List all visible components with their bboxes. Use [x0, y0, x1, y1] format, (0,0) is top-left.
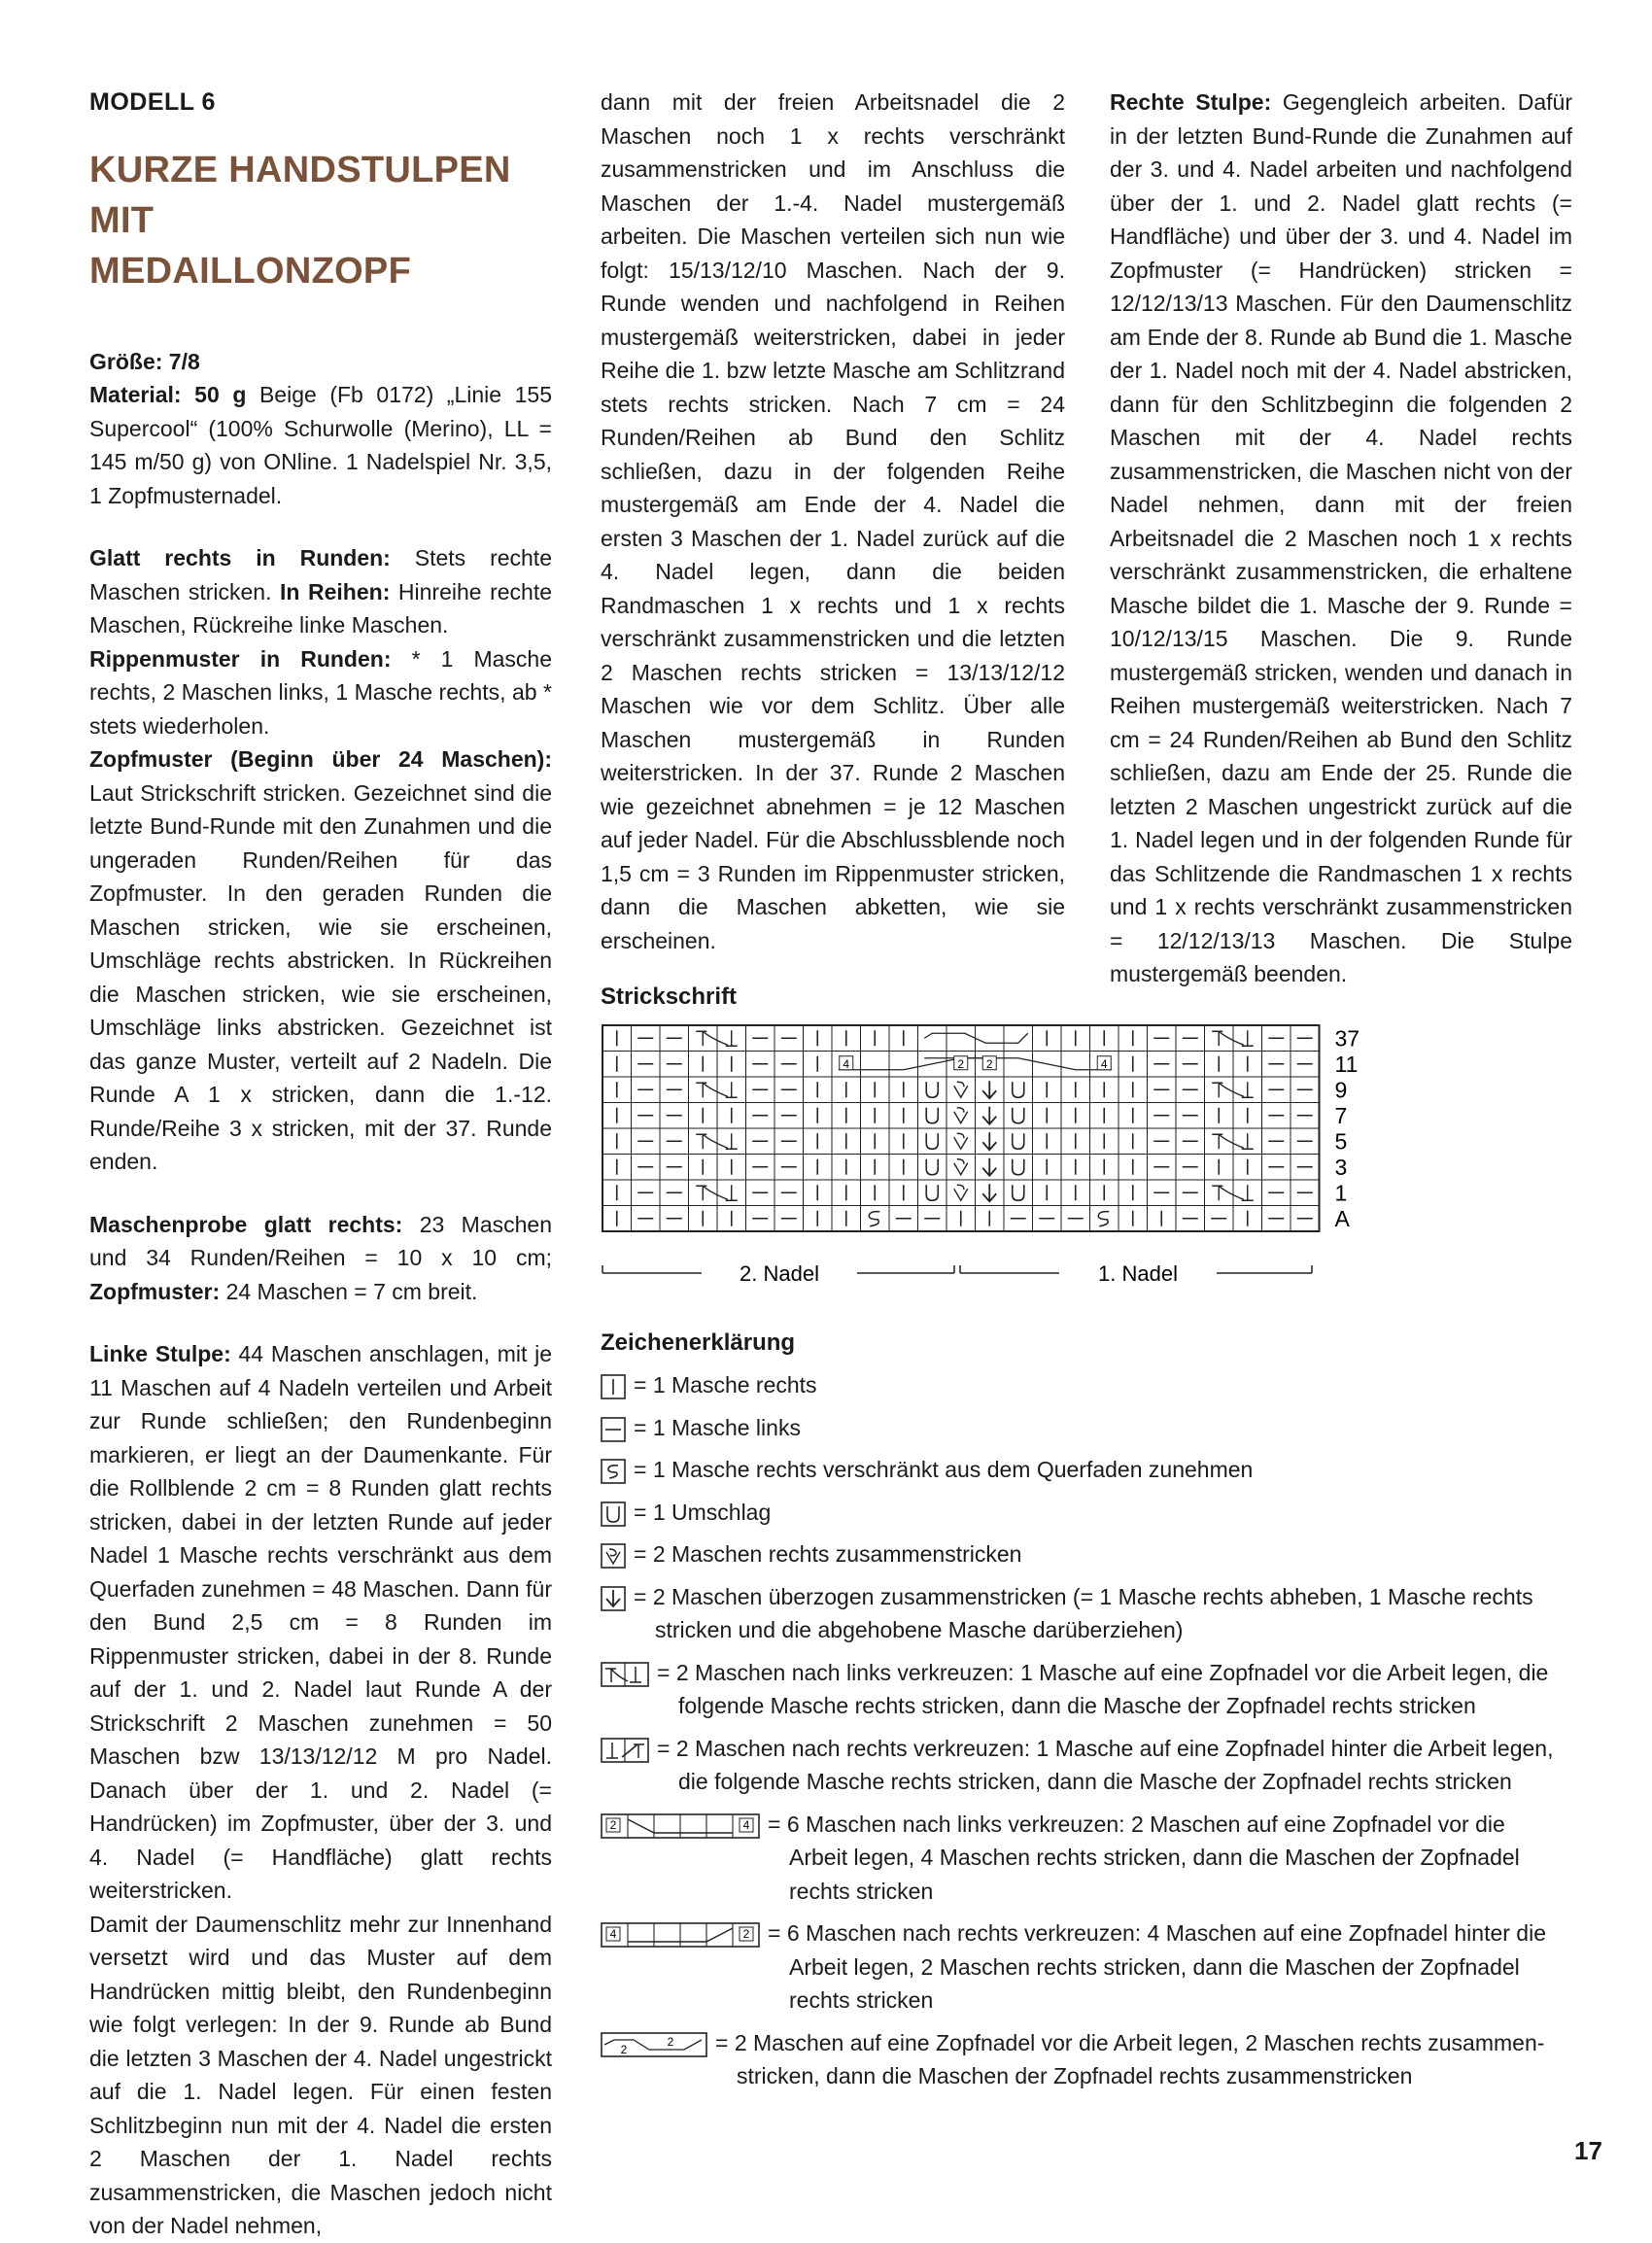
- chart-number: 4: [1100, 1056, 1108, 1071]
- yarn-over-stitch: [926, 1082, 938, 1097]
- yarn-over-stitch: [1013, 1159, 1024, 1175]
- chart-number: 2: [985, 1056, 993, 1071]
- zopf-text: Laut Strickschrift stricken. Gezeichnet sind die letzte Bund-Runde mit den Zunahmen und die ungeraden Runden/Reihen für das Zopfmuster. In den geraden Runden die Maschen stricken, wie sie erscheinen, Umschläge rechts abstricken. In Rückreihen die Maschen stricken, wie sie erscheinen, Umschläge links abstricken. Gezeichnet ist das ganze Muster, verteilt auf 2 Nadeln. Die Runde A 1 x stricken, dann die 1.-12. Runde/Reihe 3 x stricken, mit der 37. Runde enden.: [89, 779, 552, 1174]
- chart-row-label: 7: [1334, 1102, 1348, 1128]
- column-2-text: dann mit der freien Arbeitsnadel die 2 Maschen noch 1 x rechts verschränkt zusammenstricken und im Anschluss die Maschen der 1.-4. Nadel mustergemäß arbeiten. Die Maschen verteilen sich nun wie folgt: 15/13/12/10 Maschen. Nach der 9. Runde wenden und nachfolgend in Reihen mustergemäß weiterstricken, dabei in jeder Reihe die 1. bzw letzte Masche am Schlitzrand stets rechts stricken. Nach 7 cm = 24 Runden/Reihen ab Bund den Schlitz schließen, dazu in der folgenden Reihe mustergemäß am Ende der 4. Nadel die ersten 3 Maschen der 1. Nadel zurück auf die 4. Nadel legen, dann die beiden Randmaschen 1 x rechts und 1 x rechts verschränkt zusammenstricken und die letzten 2 Maschen rechts stricken = 13/13/12/12 Maschen wie vor dem Schlitz. Über alle Maschen mustergemäß in Runden weiterstricken. In der 37. Runde 2 Maschen wie gezeichnet abnehmen = je 12 Maschen auf jeder Nadel. Für die Abschlussblende noch 1,5 cm = 3 Runden im Rippenmuster stricken, dann die Maschen abketten, wie sie erscheinen.: [601, 89, 1065, 953]
- material-label: Material:: [89, 382, 182, 407]
- cross-right-2-icon: [601, 1738, 649, 1763]
- skp-stitch: [982, 1184, 996, 1201]
- chart-row-label: A: [1334, 1205, 1350, 1231]
- legend-text-continued: die folgende Masche rechts stricken, dann die Masche der Zopfnadel rechts stricken: [678, 1769, 1512, 1794]
- column-2: [601, 86, 1065, 957]
- cable-dec-stitch: [924, 1033, 1028, 1043]
- svg-text:2: 2: [620, 2042, 628, 2056]
- chart-row-label: 5: [1334, 1128, 1348, 1155]
- probe-zopf-label: Zopfmuster:: [89, 1278, 221, 1304]
- purl-symbol-icon: [601, 1417, 626, 1442]
- title-line-1: KURZE HANDSTULPEN MIT: [89, 149, 511, 241]
- material-amount: 50 g: [194, 382, 247, 407]
- skp-symbol-icon: [601, 1586, 626, 1611]
- glatt-text: Stets rechte Maschen stricken.: [89, 545, 552, 604]
- legend-text: = 2 Maschen nach rechts verkreuzen: 1 Masche auf eine Zopfnadel hinter die Arbeit legen,: [657, 1735, 1554, 1761]
- legend-item: [601, 1411, 1592, 1445]
- legend-text: = 2 Maschen überzogen zusammenstricken (= 1 Masche rechts abheben, 1 Masche rechts: [634, 1583, 1533, 1609]
- rippen-label: Rippenmuster in Runden:: [89, 645, 392, 672]
- legend-text-continued: Arbeit legen, 4 Maschen rechts stricken, dann die Maschen der Zopfnadel: [789, 1845, 1520, 1870]
- yarn-over-stitch: [1013, 1082, 1024, 1097]
- zopf-paragraph: [89, 742, 552, 1179]
- yarn-over-stitch: [1013, 1133, 1024, 1149]
- legend-text-continued: folgende Masche rechts stricken, dann die Masche der Zopfnadel rechts stricken: [678, 1693, 1476, 1718]
- model-label: MODELL 6: [89, 88, 216, 116]
- probe-paragraph: [89, 1208, 552, 1309]
- probe-zopf-text: 24 Maschen = 7 cm breit.: [225, 1278, 478, 1304]
- column-1: [89, 86, 552, 2243]
- yarn-over-stitch: [926, 1108, 938, 1123]
- glatt-paragraph: [89, 541, 552, 642]
- legend-text: = 6 Maschen nach rechts verkreuzen: 4 Maschen auf eine Zopfnadel hinter die: [768, 1920, 1547, 1946]
- legend-text: = 2 Maschen auf eine Zopfnadel vor die Arbeit legen, 2 Maschen rechts zusammen-: [715, 2029, 1545, 2055]
- legend-text: = 2 Maschen rechts zusammenstricken: [634, 1541, 1022, 1567]
- skp-stitch: [982, 1107, 996, 1124]
- legend-item: [601, 1656, 1592, 1723]
- svg-text:2: 2: [609, 1817, 617, 1832]
- legend-item: [601, 1732, 1592, 1799]
- linke-stulpe-label: Linke Stulpe:: [89, 1341, 231, 1366]
- skp-stitch: [982, 1158, 996, 1176]
- linke-stulpe-paragraph: [89, 1337, 552, 1908]
- legend-text-continued: stricken und die abgehobene Masche darüberziehen): [655, 1617, 1184, 1642]
- page-number: 17: [1574, 2136, 1602, 2165]
- linke-stulpe-text: 44 Maschen anschlagen, mit je 11 Maschen auf 4 Nadeln verteilen und Arbeit zur Runde schließen; den Rundenbeginn markieren, er liegt an der Daumenkante. Für die Rollblende 2 cm = 8 Runden glatt rechts stricken, dabei in der letzten Runde auf jeder Nadel 1 Masche rechts verschränkt aus dem Querfaden zunehmen = 48 Maschen. Dann für den Bund 2,5 cm = 8 Runden im Rippenmuster stricken, dabei in der 8. Runde auf der 1. und 2. Nadel laut Runde A der Strickschrift 2 Maschen zunehmen = 50 Maschen bzw 13/13/12/12 M pro Nadel. Danach über der 1. und 2. Nadel (= Handrücken) im Zopfmuster, über der 3. und 4. Nadel (= Handfläche) glatt rechts weiterstricken.: [89, 1341, 553, 1903]
- size-paragraph: [89, 345, 552, 379]
- legend-item: [601, 1580, 1592, 1647]
- knitting-chart: [595, 1020, 1372, 1302]
- legend-text: = 6 Maschen nach links verkreuzen: 2 Maschen auf eine Zopfnadel vor die: [768, 1811, 1505, 1837]
- yarn-over-stitch: [926, 1159, 938, 1175]
- svg-text:2: 2: [742, 1927, 750, 1941]
- rechte-stulpe-paragraph: [1110, 86, 1572, 991]
- chart-heading: Strickschrift: [601, 983, 738, 1010]
- reihen-text: Hinreihe rechte Maschen, Rückreihe linke Maschen.: [89, 578, 553, 638]
- needle-label-2: 2. Nadel: [740, 1261, 819, 1286]
- cross-right-6-icon: [601, 1922, 760, 1948]
- increase-symbol-icon: [601, 1459, 626, 1484]
- chart-number: 4: [843, 1056, 850, 1071]
- legend-text: = 1 Masche links: [634, 1414, 801, 1440]
- legend-text: = 1 Masche rechts: [634, 1372, 817, 1398]
- probe-text: 23 Maschen und 34 Runden/Reihen = 10 x 10 cm;: [89, 1211, 553, 1270]
- increase-stitch: [1098, 1212, 1109, 1226]
- cross-left-2-icon: [601, 1662, 649, 1687]
- chart-row-label: 11: [1334, 1051, 1359, 1077]
- reihen-label: In Reihen:: [280, 578, 391, 604]
- zopf-label: Zopfmuster (Beginn über 24 Maschen):: [89, 746, 552, 772]
- page-title: [89, 145, 552, 296]
- probe-label: Maschenprobe glatt rechts:: [89, 1211, 403, 1237]
- legend-heading: Zeichenerklärung: [601, 1329, 796, 1356]
- linke-stulpe-paragraph-2: Damit der Daumenschlitz mehr zur Innenhand versetzt wird und das Muster auf dem Handrücken mittig bleibt, den Rundenbeginn wie folgt verlegen: In der 9. Runde ab Bund die letzten 3 Maschen der 4. Nadel ungestrickt auf die 1. Nadel legen. Für einen festen Schlitzbeginn nun mit der 4. Nadel die ersten 2 Maschen der 1. Nadel rechts zusammenstricken, die Maschen jedoch nicht von der Nadel nehmen,: [89, 1911, 552, 2238]
- legend-item: [601, 1537, 1592, 1571]
- title-line-2: MEDAILLONZOPF: [89, 250, 412, 292]
- legend-item: [601, 1808, 1592, 1909]
- material-text: Beige (Fb 0172) „Linie 155 Supercool“ (100% Schurwolle (Merino), LL = 145 m/50 g) von ONline. 1 Nadelspiel Nr. 3,5, 1 Zopfmusternadel.: [89, 382, 553, 508]
- cross-left-6-icon: [601, 1813, 760, 1839]
- cable-dec-4-icon: [601, 2032, 707, 2057]
- legend-text-continued: rechts stricken: [789, 1878, 934, 1904]
- size-label: Größe: 7/8: [89, 348, 200, 374]
- chart-row-label: 9: [1334, 1077, 1348, 1103]
- k2tog-stitch: [954, 1082, 968, 1097]
- legend-text-continued: Arbeit legen, 2 Maschen rechts stricken, dann die Maschen der Zopfnadel: [789, 1953, 1520, 1980]
- k2tog-stitch: [954, 1185, 968, 1200]
- svg-text:4: 4: [609, 1927, 617, 1941]
- yarn-over-stitch: [926, 1185, 938, 1200]
- yarn-over-stitch: [926, 1133, 938, 1149]
- needle-markers: [602, 1265, 1312, 1273]
- legend-item: [601, 1453, 1592, 1487]
- svg-text:2: 2: [667, 2034, 674, 2049]
- legend: [601, 1368, 1592, 2102]
- k2tog-stitch: [954, 1133, 968, 1149]
- chart-number: 2: [957, 1056, 965, 1071]
- rechte-stulpe-label: Rechte Stulpe:: [1110, 89, 1272, 115]
- rippen-text: * 1 Masche rechts, 2 Maschen links, 1 Masche rechts, ab * stets wiederholen.: [89, 645, 552, 739]
- yarn-over-stitch: [1013, 1108, 1024, 1123]
- yarn-over-stitch: [1013, 1185, 1024, 1200]
- legend-item: [601, 1368, 1592, 1402]
- legend-text-continued: stricken, dann die Maschen der Zopfnadel rechts zusammenstricken: [737, 2063, 1413, 2088]
- yarn-over-symbol-icon: [601, 1501, 626, 1527]
- chart-row-label: 3: [1334, 1154, 1348, 1180]
- skp-stitch: [982, 1081, 996, 1098]
- material-paragraph: [89, 378, 552, 512]
- k2tog-stitch: [954, 1159, 968, 1175]
- needle-label-1: 1. Nadel: [1098, 1261, 1178, 1286]
- skp-stitch: [982, 1132, 996, 1150]
- k2tog-stitch: [954, 1108, 968, 1123]
- legend-text-continued: rechts stricken: [789, 1987, 934, 2013]
- chart-row-labels: [1335, 1025, 1360, 1231]
- legend-text: = 1 Masche rechts verschränkt aus dem Querfaden zunehmen: [634, 1457, 1254, 1482]
- legend-text: = 1 Umschlag: [634, 1499, 772, 1525]
- rechte-stulpe-text: Gegengleich arbeiten. Dafür in der letzten Bund-Runde die Zunahmen auf der 3. und 4. Nadel arbeiten und nachfolgend über der 1. und 2. Nadel glatt rechts (= Handfläche) und über der 3. und 4. Nadel im Zopfmuster (= Handrücken) stricken = 12/12/13/13 Maschen. Für den Daumenschlitz am Ende der 8. Runde ab Bund die 1. Masche der 1. Nadel noch mit der 4. Nadel abstricken, dann für den Schlitzbeginn die folgenden 2 Maschen mit der 4. Nadel rechts zusammenstricken, die Maschen nicht von der Nadel nehmen, dann mit der freien Arbeitsnadel die 2 Maschen noch 1 x rechts verschränkt zusammenstricken, die erhaltene Masche bildet die 1. Masche der 9. Runde = 10/12/13/15 Maschen. Die 9. Runde mustergemäß stricken, wenden und danach in Reihen mustergemäß weiterstricken. Nach 7 cm = 24 Runden/Reihen ab Bund den Schlitz schließen, dazu am Ende der 25. Runde die letzten 2 Maschen ungestrickt zurück auf die 1. Nadel legen und in der folgenden Runde für das Schlitzende die Randmaschen 1 x rechts und 1 x rechts verschränkt zusammenstricken = 12/12/13/13 Maschen. Die Stulpe mustergemäß beenden.: [1110, 89, 1572, 986]
- svg-text:4: 4: [742, 1817, 750, 1832]
- column-3: [1110, 86, 1572, 991]
- increase-stitch: [869, 1212, 879, 1226]
- k2tog-symbol-icon: [601, 1543, 626, 1569]
- chart-row-label: 37: [1334, 1025, 1360, 1052]
- legend-item: [601, 1916, 1592, 2018]
- chart-row-label: 1: [1334, 1180, 1348, 1206]
- legend-item: [601, 2026, 1592, 2093]
- knit-symbol-icon: [601, 1374, 626, 1399]
- legend-text: = 2 Maschen nach links verkreuzen: 1 Masche auf eine Zopfnadel vor die Arbeit legen, die: [657, 1659, 1549, 1685]
- legend-item: [601, 1496, 1592, 1530]
- glatt-label: Glatt rechts in Runden:: [89, 545, 391, 570]
- rippen-paragraph: [89, 642, 552, 743]
